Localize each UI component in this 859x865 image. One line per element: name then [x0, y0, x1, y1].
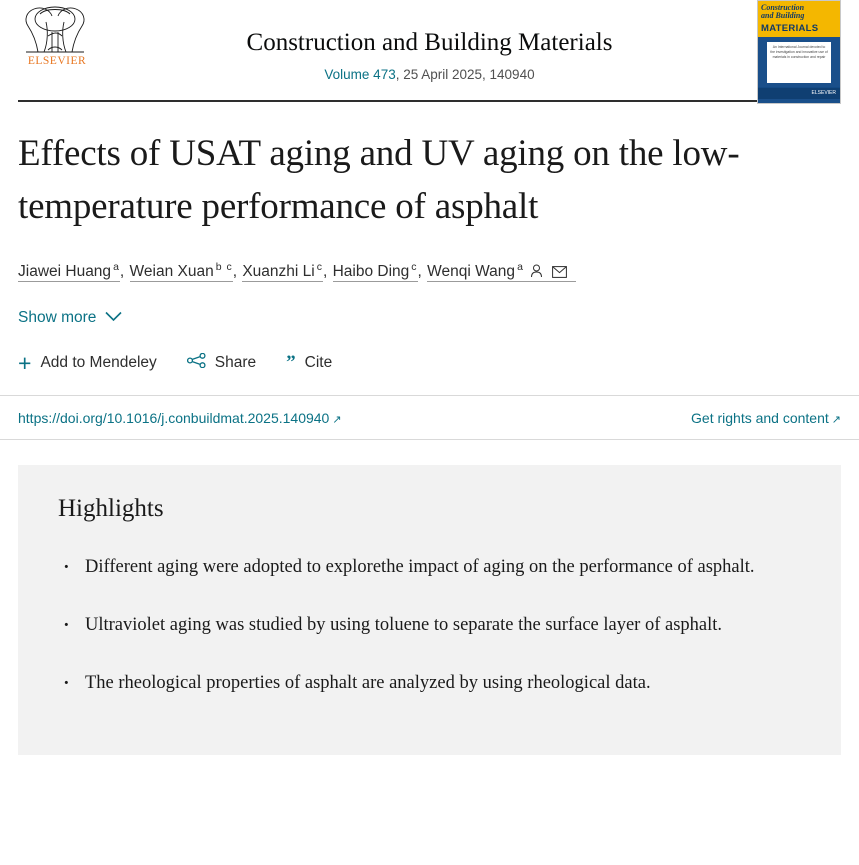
article-meta: [0, 128, 859, 377]
add-to-mendeley-button[interactable]: [18, 350, 157, 377]
journal-titles: [20, 8, 839, 82]
cite-label: Cite: [304, 354, 333, 372]
cover-materials-word: MATERIALS: [758, 23, 840, 37]
author-item[interactable]: Haibo Ding $^c$: [332, 261, 418, 281]
share-label: Share: [214, 354, 257, 372]
show-more-button[interactable]: [18, 309, 122, 327]
external-link-icon: ↗: [831, 414, 841, 427]
highlights-list: [58, 551, 801, 700]
journal-cover-thumbnail[interactable]: [757, 0, 841, 104]
corresponding-author-icons: [530, 262, 576, 287]
journal-header: [0, 0, 859, 100]
quote-icon: ”: [286, 352, 296, 374]
journal-name: Construction and Building Materials: [246, 29, 613, 56]
share-button[interactable]: [187, 353, 256, 373]
journal-issue: [20, 67, 839, 82]
doi-link[interactable]: https://doi.org/10.1016/j.conbuildmat.2025.140940 ↗: [18, 410, 342, 427]
share-icon: [187, 353, 206, 373]
list-item: · Ultraviolet aging was studied by using toluene to separate the surface layer of asphalt.: [58, 609, 801, 642]
author-item[interactable]: Wenqi Wang $^a$: [427, 263, 576, 282]
elsevier-tree-icon: [18, 2, 92, 54]
list-item: · The rheological properties of asphalt are analyzed by using rheological data.: [58, 667, 801, 700]
rights-link[interactable]: Get rights and content ↗: [691, 410, 841, 427]
chevron-down-icon: [105, 309, 122, 327]
plus-icon: +: [18, 350, 32, 377]
elsevier-logo[interactable]: [18, 2, 96, 67]
external-link-icon: ↗: [332, 414, 342, 427]
author-item[interactable]: Xuanzhi Li $^c$: [242, 261, 323, 281]
elsevier-wordmark: ELSEVIER: [27, 55, 87, 67]
cover-brand: ELSEVIER: [758, 88, 840, 99]
cover-blurb: An International Journal devoted to the investigation and innovative use of materials in construction and repair: [767, 42, 831, 83]
author-list: Jiawei Huang $^a$, Weian Xuan $^{b c}$, Xuanzhi Li $^c$, Haibo Ding $^c$, Wenqi Wang $^a$: [18, 259, 841, 287]
issue-rest: , 25 April 2025, 140940: [395, 67, 535, 82]
volume-link[interactable]: Volume 473: [324, 67, 396, 82]
cover-body: [758, 37, 840, 99]
header-divider: [18, 100, 841, 102]
envelope-icon[interactable]: [552, 266, 567, 278]
author-item[interactable]: Jiawei Huang $^a$: [18, 261, 120, 281]
doi-row: [0, 395, 859, 440]
cover-title-lines: Construction and Building: [758, 1, 840, 23]
add-to-mendeley-label: Add to Mendeley: [40, 354, 157, 372]
list-item: · Different aging were adopted to explorethe impact of aging on the performance of asphalt.: [58, 551, 801, 584]
page-title: Effects of USAT aging and UV aging on the low-temperature performance of asphalt: [18, 133, 740, 227]
author-item[interactable]: Weian Xuan $^{b c}$: [129, 261, 233, 281]
show-more-label: Show more: [18, 309, 97, 327]
person-icon[interactable]: [530, 264, 543, 278]
cite-button[interactable]: [286, 354, 332, 372]
highlights-heading: Highlights: [58, 495, 164, 523]
highlights-section: [18, 465, 841, 755]
article-actions: [18, 350, 841, 377]
